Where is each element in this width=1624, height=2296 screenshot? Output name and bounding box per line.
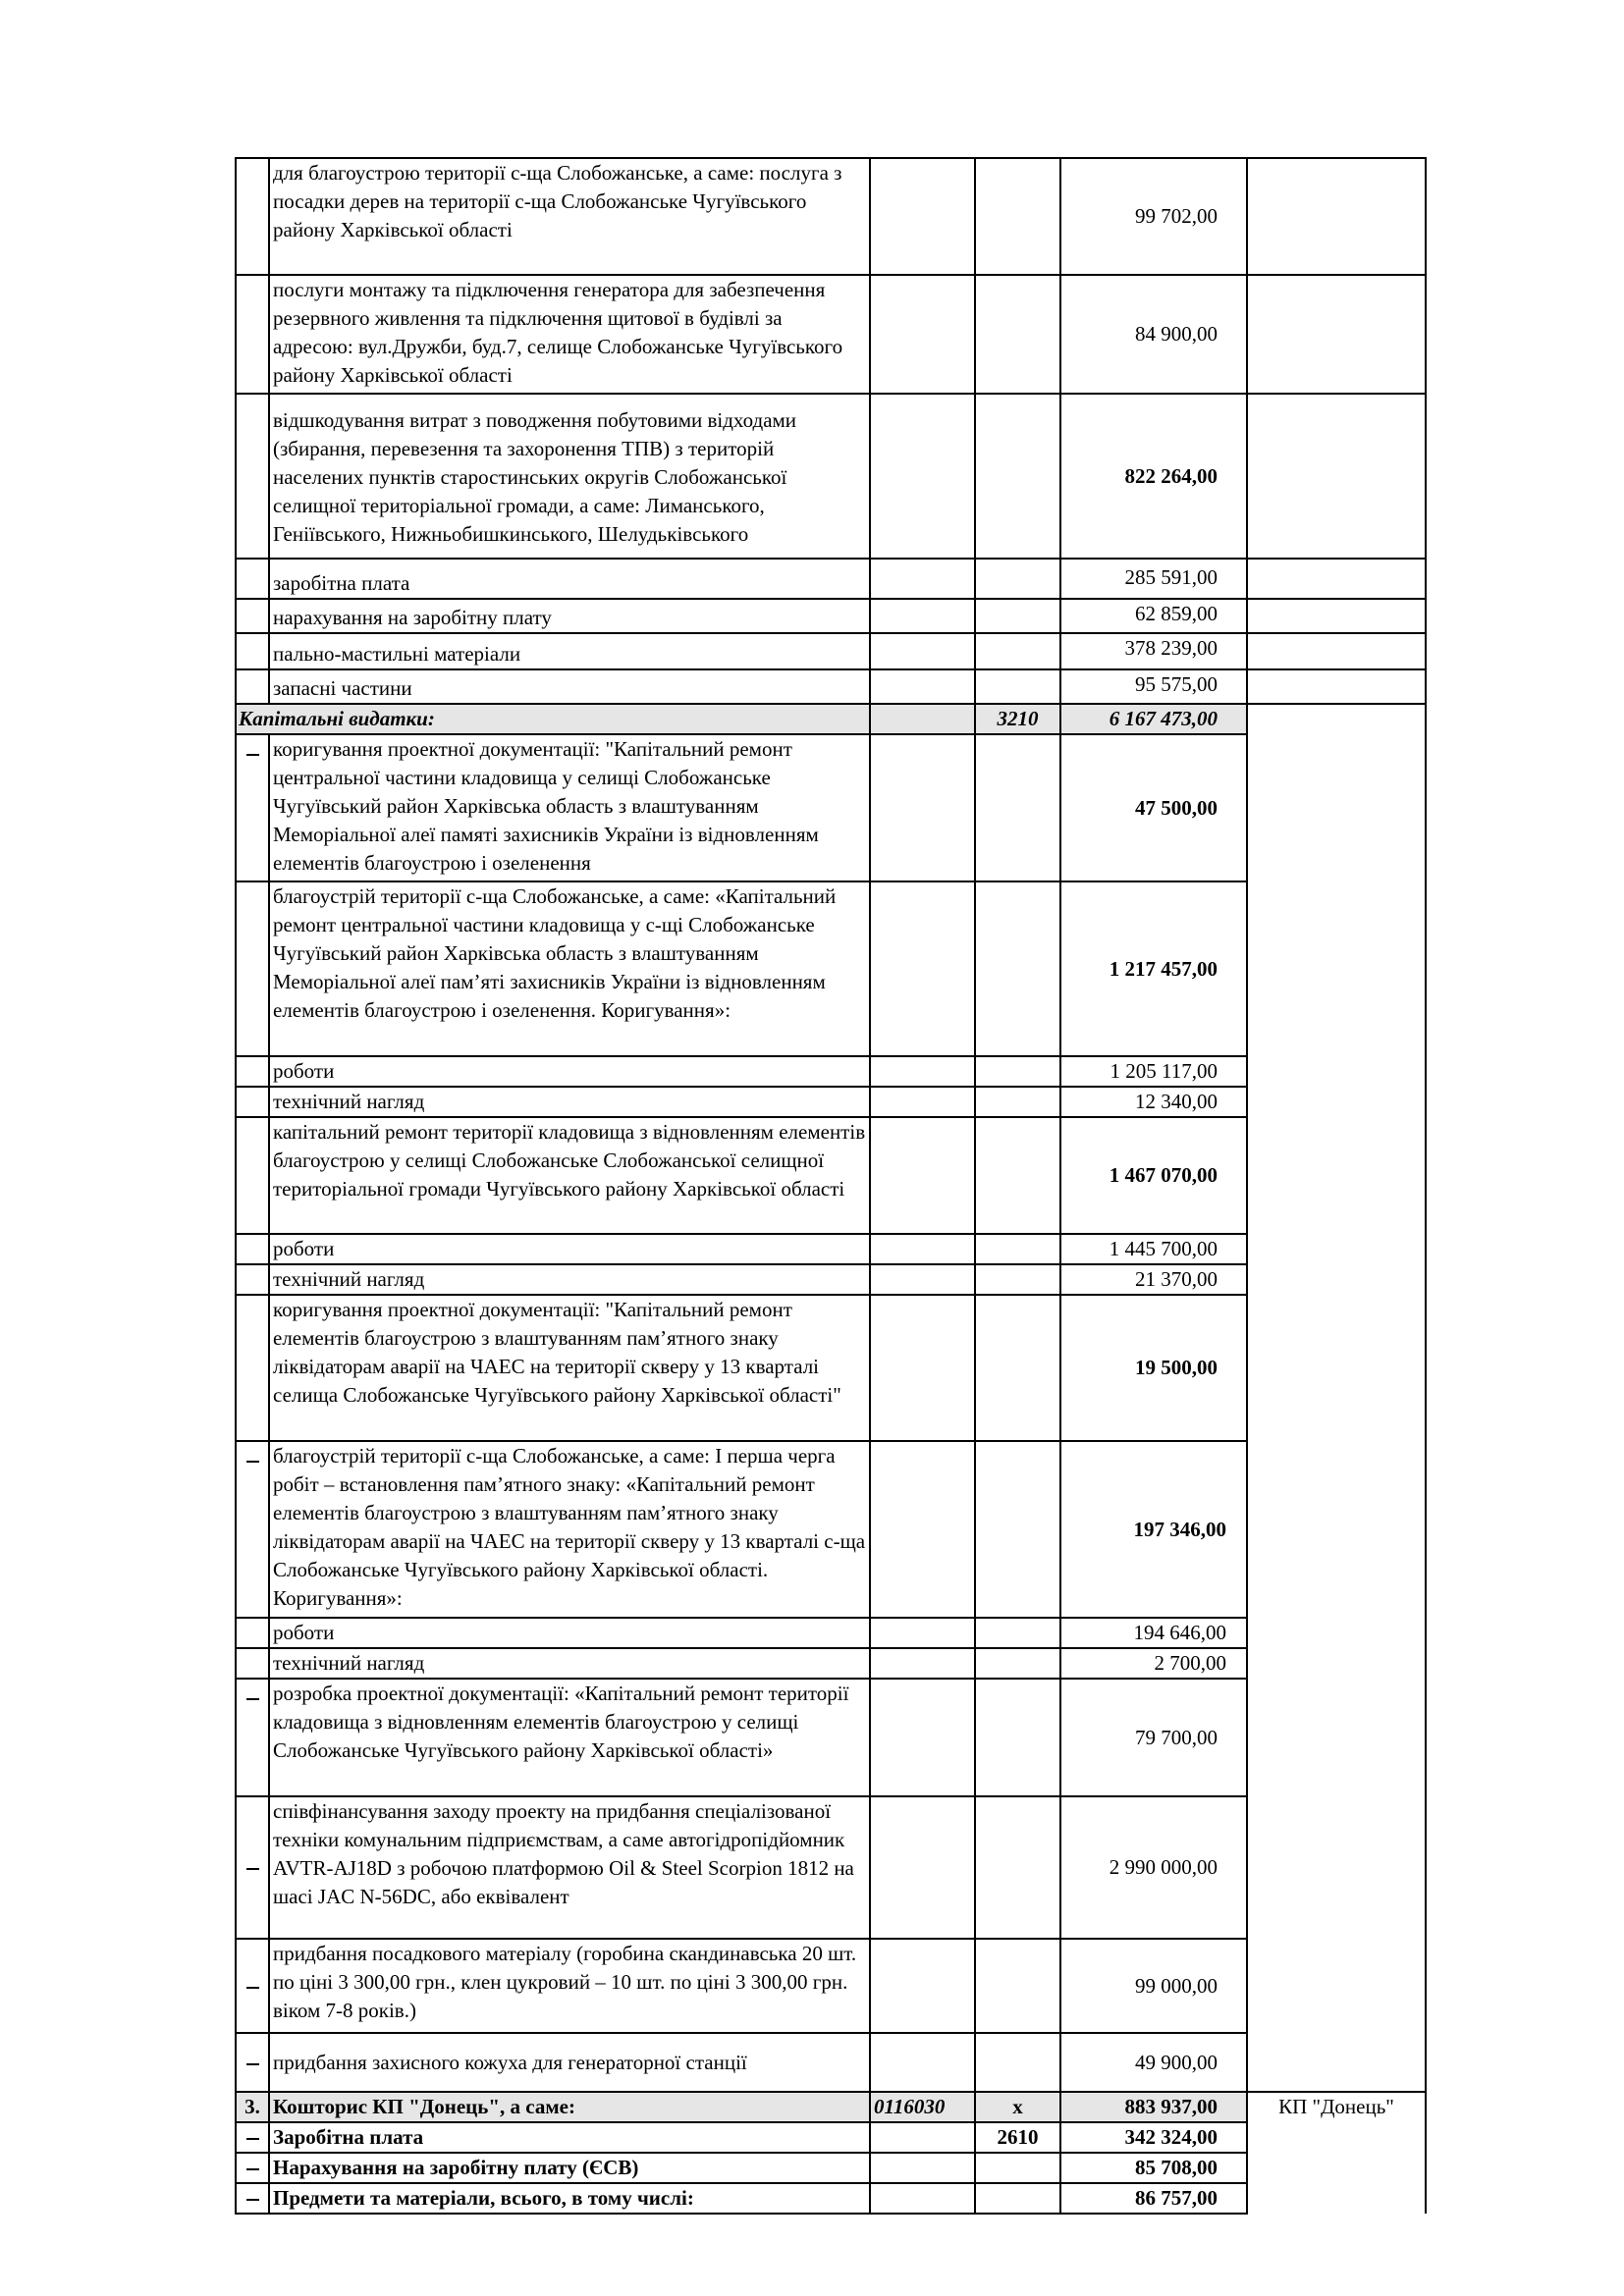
row-description: Кошторис КП "Донець", а саме: [269, 2092, 870, 2122]
row-description: капітальний ремонт території кладовища з відновленням елементів благоустрою у селищі Слобожанське Слобожанської селищної територіальної громади Чугуївського району Харківської області [269, 1117, 870, 1234]
row-amount: 62 859,00 [1060, 599, 1247, 633]
executor-cell [1247, 158, 1426, 275]
table-row [236, 275, 1451, 394]
row-amount: 2 990 000,00 [1060, 1796, 1247, 1939]
row-amount: 197 346,00 [1060, 1441, 1247, 1618]
table-row [236, 734, 1451, 881]
row-amount: 1 467 070,00 [1060, 1117, 1247, 1234]
table-row [236, 1234, 1451, 1264]
row-amount: 99 702,00 [1060, 158, 1247, 275]
budget-table [235, 157, 1451, 2215]
row-description: технічний нагляд [269, 1648, 870, 1679]
row-description: пально-мастильні матеріали [269, 633, 870, 669]
row-marker-cell [236, 275, 269, 394]
table-row [236, 599, 1451, 633]
table-row [236, 1087, 1451, 1117]
row-amount: 85 708,00 [1060, 2153, 1247, 2183]
row-amount: 95 575,00 [1060, 669, 1247, 704]
row-description: благоустрій території с-ща Слобожанське, а саме: «Капітальний ремонт центральної частини кладовища у с-щі Слобожанське Чугуївський район Харківська область з влаштуванням Меморіальної алеї пам’яті захисників України із відновленням елементів благоустрою і озеленення. Коригування»: [269, 881, 870, 1056]
row-amount: 6 167 473,00 [1060, 704, 1247, 734]
row-description: роботи [269, 1234, 870, 1264]
capital-expenses-row [236, 704, 1451, 734]
table-row [236, 669, 1451, 704]
row-description: коригування проектної документації: "Капітальний ремонт елементів благоустрою з влаштуванням пам’ятного знаку ліквідаторам аварії на ЧАЕС на території скверу у 13 кварталі селища Слобожанське Чугуївського району Харківської області" [269, 1295, 870, 1441]
row-description: технічний нагляд [269, 1264, 870, 1295]
row-amount: 285 591,00 [1060, 559, 1247, 599]
row-description: роботи [269, 1618, 870, 1648]
table-row [236, 1679, 1451, 1796]
row-amount: 99 000,00 [1060, 1939, 1247, 2033]
row-amount: 86 757,00 [1060, 2183, 1247, 2214]
row-amount: 2 700,00 [1060, 1648, 1247, 1679]
row-kpkv: 0116030 [870, 2092, 975, 2122]
table-row [236, 1264, 1451, 1295]
dash-marker [236, 2033, 269, 2092]
row-description: технічний нагляд [269, 1087, 870, 1117]
dash-marker [236, 2153, 269, 2183]
table-row [236, 633, 1451, 669]
section-title: Капітальні видатки: [236, 704, 870, 734]
row-code: 2610 [975, 2122, 1060, 2153]
row-amount: 822 264,00 [1060, 394, 1247, 559]
row-amount: 21 370,00 [1060, 1264, 1247, 1295]
row-description: розробка проектної документації: «Капітальний ремонт території кладовища з відновленням елементів благоустрою у селищі Слобожанське Чугуївського району Харківської області» [269, 1679, 870, 1796]
row-description: придбання захисного кожуха для генераторної станції [269, 2033, 870, 2092]
row-description: заробітна плата [269, 559, 870, 599]
table-row [236, 1295, 1451, 1441]
row-marker-cell [236, 158, 269, 275]
row-amount: 12 340,00 [1060, 1087, 1247, 1117]
row-number: 3. [236, 2092, 269, 2122]
table-row [236, 1939, 1451, 2033]
table-row [236, 1648, 1451, 1679]
row-description: для благоустрою території с-ща Слобожанське, а саме: послуга з посадки дерев на території с-ща Слобожанське Чугуївського району Харківської області [269, 158, 870, 275]
row-marker-cell [236, 394, 269, 559]
row-amount: 342 324,00 [1060, 2122, 1247, 2153]
table-row [236, 1618, 1451, 1648]
dash-marker [236, 734, 269, 881]
row-amount: 79 700,00 [1060, 1679, 1247, 1796]
table-row [236, 559, 1451, 599]
row-code: 3210 [975, 704, 1060, 734]
dash-marker [236, 2183, 269, 2214]
row-description: Нарахування на заробітну плату (ЄСВ) [269, 2153, 870, 2183]
row-description: запасні частини [269, 669, 870, 704]
table-row [236, 1441, 1451, 1618]
row-amount: 84 900,00 [1060, 275, 1247, 394]
dash-marker [236, 2122, 269, 2153]
budget-table-page [235, 157, 1450, 2215]
row-code: х [975, 2092, 1060, 2122]
table-row [236, 2033, 1451, 2092]
row-description: нарахування на заробітну плату [269, 599, 870, 633]
row-executor: КП "Донець" [1247, 2092, 1426, 2122]
code-cell [975, 158, 1060, 275]
row-description: благоустрій території с-ща Слобожанське, а саме: І перша черга робіт – встановлення пам’ятного знаку: «Капітальний ремонт елементів благоустрою з влаштуванням пам’ятного знаку ліквідаторам аварії на ЧАЕС на території скверу у 13 кварталі с-ща Слобожанське Чугуївського району Харківської області. Коригування»: [269, 1441, 870, 1618]
dash-marker [236, 1679, 269, 1796]
row-description: співфінансування заходу проекту на придбання спеціалізованої техніки комунальним підприємствам, а саме автогідропідйомник AVTR-AJ18D з робочою платформою Oil & Steel Scorpion 1812 на шасі JAC N-56DC, або еквівалент [269, 1796, 870, 1939]
table-row [236, 394, 1451, 559]
row-amount: 49 900,00 [1060, 2033, 1247, 2092]
table-row [236, 1117, 1451, 1234]
row-amount: 378 239,00 [1060, 633, 1247, 669]
kpkv-cell [870, 158, 975, 275]
row-amount: 19 500,00 [1060, 1295, 1247, 1441]
row-description: роботи [269, 1056, 870, 1087]
row-description: відшкодування витрат з поводження побутовими відходами (збирання, перевезення та захоронення ТПВ) з територій населених пунктів старостинських округів Слобожанської селищної територіальної громади, а саме: Лиманського, Геніївського, Нижньобишкинського, Шелудьківського [269, 394, 870, 559]
row-amount: 1 445 700,00 [1060, 1234, 1247, 1264]
row-description: коригування проектної документації: "Капітальний ремонт центральної частини кладовища у селищі Слобожанське Чугуївський район Харківська область з влаштуванням Меморіальної алеї памяті захисників України із відновленням елементів благоустрою і озеленення [269, 734, 870, 881]
row-amount: 1 217 457,00 [1060, 881, 1247, 1056]
table-row [236, 158, 1451, 275]
table-row [236, 2153, 1451, 2183]
row-amount: 1 205 117,00 [1060, 1056, 1247, 1087]
table-row [236, 2183, 1451, 2214]
row-description: послуги монтажу та підключення генератора для забезпечення резервного живлення та підключення щитової в будівлі за адресою: вул.Дружби, буд.7, селище Слобожанське Чугуївського району Харківської області [269, 275, 870, 394]
row-amount: 883 937,00 [1060, 2092, 1247, 2122]
dash-marker [236, 1796, 269, 1939]
row-description: Заробітна плата [269, 2122, 870, 2153]
dash-marker [236, 1441, 269, 1618]
row-description: придбання посадкового матеріалу (горобина скандинавська 20 шт. по ціні 3 300,00 грн., клен цукровий – 10 шт. по ціні 3 300,00 грн. віком 7-8 років.) [269, 1939, 870, 2033]
table-row [236, 1056, 1451, 1087]
table-row [236, 1796, 1451, 1939]
row-amount: 194 646,00 [1060, 1618, 1247, 1648]
table-row [236, 2122, 1451, 2153]
dash-marker [236, 1939, 269, 2033]
kp-donets-estimate-row [236, 2092, 1451, 2122]
row-description: Предмети та матеріали, всього, в тому числі: [269, 2183, 870, 2214]
table-row [236, 881, 1451, 1056]
row-amount: 47 500,00 [1060, 734, 1247, 881]
